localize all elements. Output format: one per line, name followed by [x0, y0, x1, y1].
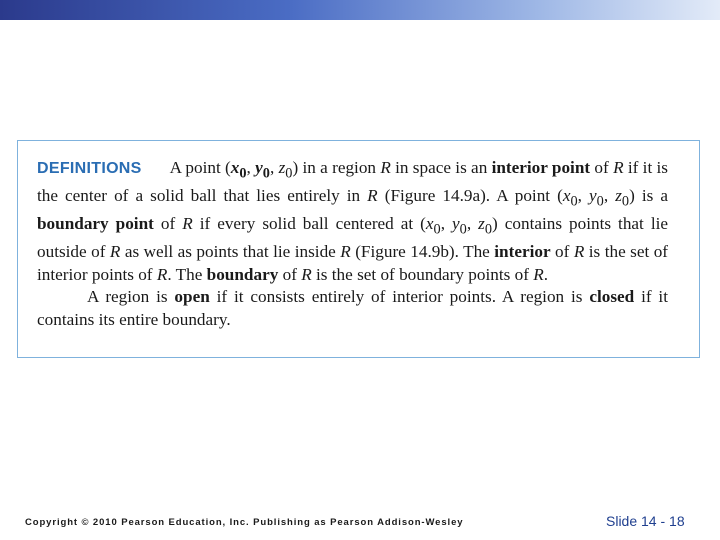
term-interior-point: interior point: [491, 158, 591, 177]
term-closed: closed: [589, 287, 635, 307]
definition-paragraph-1: DEFINITIONS A point ($x_0$, $y_0$, $z_0$) in a region R in space is an interior point of R if it is the center of a solid ball that lies entirely in R (Figure 14.9a). A point ($x_0$, $y_0$, $z_0$) is a boundary point of R if every solid ball centered at ($x_0$, $y_0$, $z_0$) contains points that lie outside of R as well as points that lie inside R (Figure 14.9b). The interior of R is the set of interior points of R. The boundary of R is the set of boundary points of R.: [37, 158, 669, 284]
term-boundary-point: boundary point: [37, 214, 154, 234]
definition-text: [37, 157, 668, 331]
copyright-notice: Copyright © 2010 Pearson Education, Inc. Publishing as Pearson Addison-Wesley: [25, 517, 464, 528]
term-boundary: boundary: [206, 264, 279, 284]
term-open: open: [174, 287, 210, 307]
term-interior: interior: [494, 242, 551, 262]
definitions-heading: DEFINITIONS: [37, 160, 142, 177]
definition-paragraph-2: A region is open if it consists entirely of interior points. A region is closed if it contains its entire boundary.: [37, 287, 668, 329]
title-bar-gradient: [0, 0, 720, 20]
slide-number: Slide 14 - 18: [606, 513, 685, 529]
